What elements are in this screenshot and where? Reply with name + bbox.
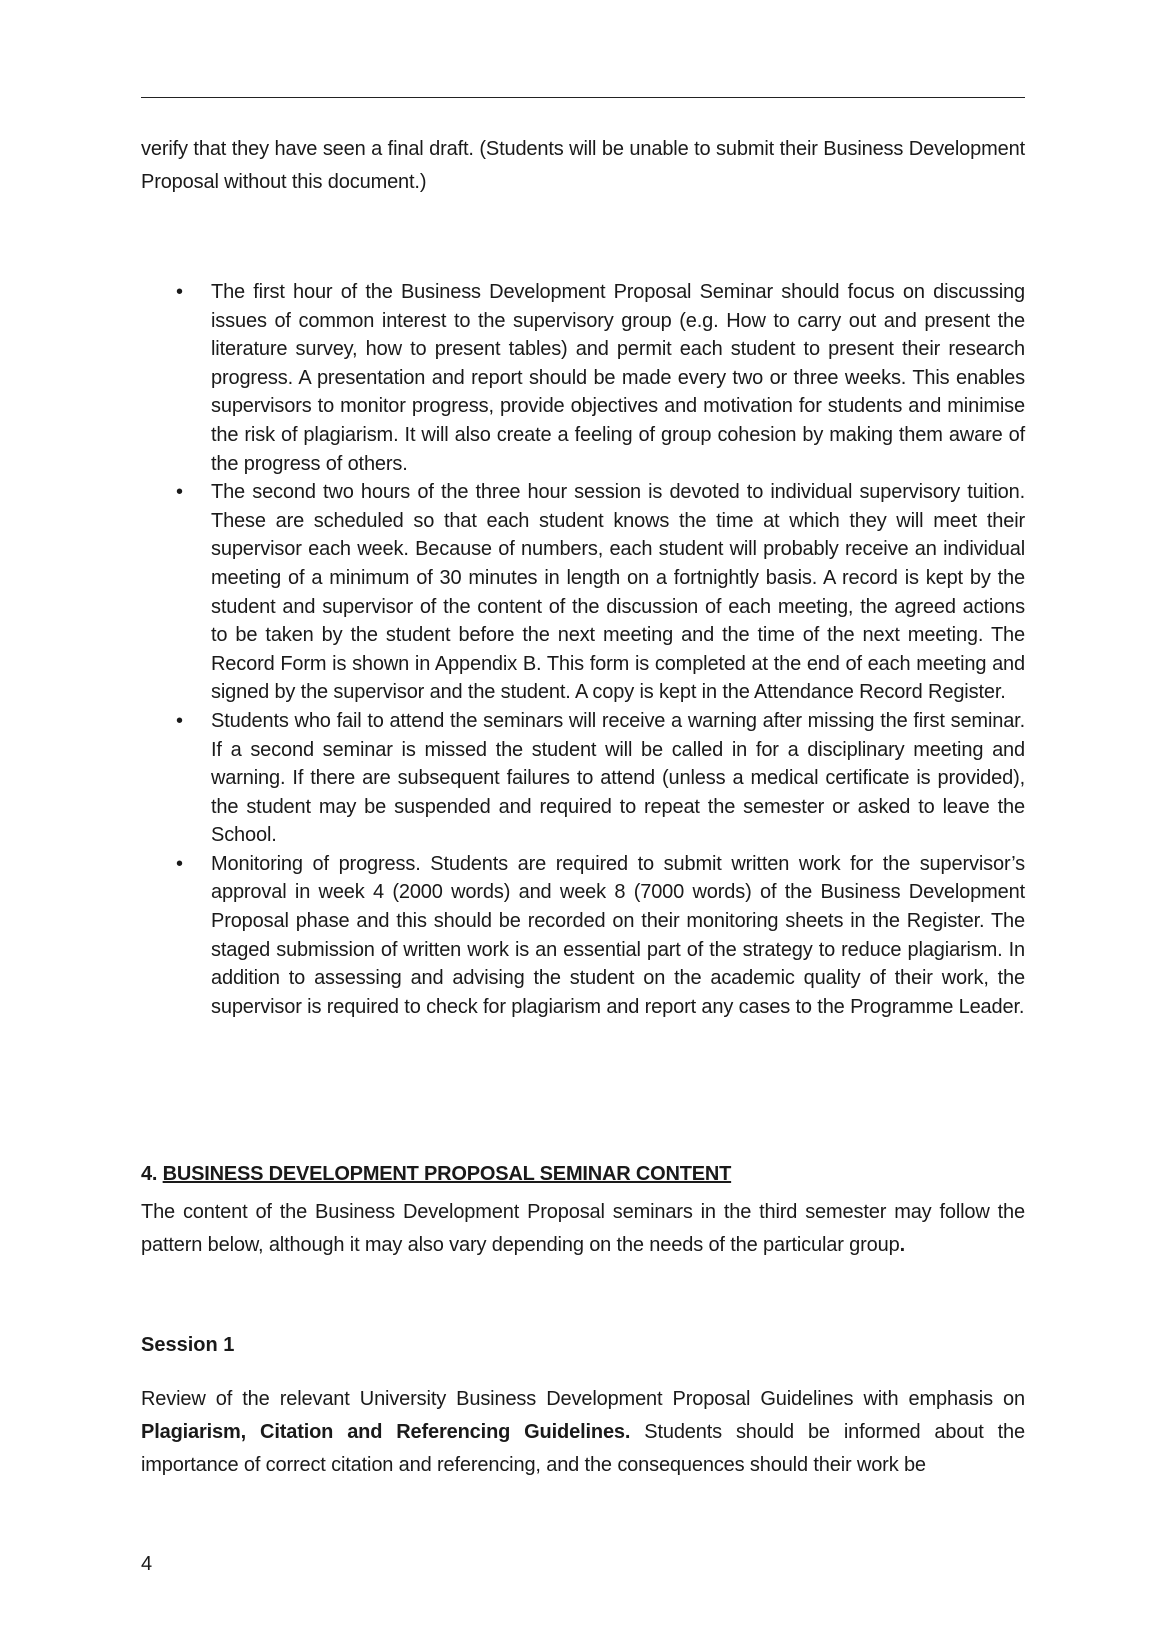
list-item-text: The second two hours of the three hour session is devoted to individual supervisory tuition. These are scheduled so that each student knows the time at which they will meet their supervisor each week. Because of numbers, each student will probably receive an individual meeting of a minimum of 30 minutes in length on a fortnightly basis. A record is kept by the student and supervisor of the content of the discussion of each meeting, the agreed actions to be taken by the student before the next meeting and the time of the next meeting. The Record Form is shown in Appendix B. This form is completed at the end of each meeting and signed by the supervisor and the student. A copy is kept in the Attendance Record Register. [211,481,1025,704]
list-item-text: Students who fail to attend the seminars will receive a warning after missing the first seminar. If a second seminar is missed the student will be called in for a disciplinary meeting and warning. If there are subsequent failures to attend (unless a medical certificate is provided), the student may be suspended and required to repeat the semester or asked to leave the School. [211,709,1025,847]
section-heading [141,1163,731,1186]
list-item [141,707,1025,850]
list-item-text: The first hour of the Business Development Proposal Seminar should focus on discussing issues of common interest to the supervisory group (e.g. How to carry out and present the literature survey, how to present tables) and permit each student to present their research progress. A presentation and report should be made every two or three weeks. This enables supervisors to monitor progress, provide objectives and motivation for students and minimise the risk of plagiarism. It will also create a feeling of group cohesion by making them aware of the progress of others. [211,281,1025,475]
page-number: 4 [141,1553,153,1575]
header-rule [141,97,1025,98]
section-intro-paragraph [141,1196,1025,1262]
list-item [141,278,1025,478]
bullet-icon: • [176,709,183,732]
section-intro-text: The content of the Business Development Proposal seminars in the third semester may follow the pattern below, although it may also vary depending on the needs of the particular group [141,1201,1025,1256]
session-heading: Session 1 [141,1334,235,1356]
session-text-after: Students should be informed about the importance of correct citation and referencing, and the consequences should their work be [141,1421,1026,1476]
list-item [141,850,1025,1022]
list-item-text: Monitoring of progress. Students are required to submit written work for the supervisor’s approval in week 4 (2000 words) and week 8 (7000 words) of the Business Development Proposal phase and this should be recorded on their monitoring sheets in the Register. The staged submission of written work is an essential part of the strategy to reduce plagiarism. In addition to assessing and advising the student on the academic quality of their work, the supervisor is required to check for plagiarism and report any cases to the Programme Leader. [211,852,1025,1018]
bullet-icon: • [176,481,183,504]
list-item [141,478,1025,707]
section-intro-end: . [899,1234,905,1256]
session-bold-text: Plagiarism, Citation and Referencing Guidelines. [141,1421,631,1443]
session-paragraph [141,1383,1025,1482]
bullet-icon: • [176,281,183,303]
section-number: 4. [141,1163,163,1185]
intro-paragraph: verify that they have seen a final draft. (Students will be unable to submit their Business Development Proposal without this document.) [141,138,1025,193]
session-text-before: Review of the relevant University Business Development Proposal Guidelines with emphasis on [141,1388,1025,1410]
bullet-icon: • [176,852,183,875]
section-title: BUSINESS DEVELOPMENT PROPOSAL SEMINAR CONTENT [162,1163,732,1185]
bullet-list [141,278,1025,1021]
